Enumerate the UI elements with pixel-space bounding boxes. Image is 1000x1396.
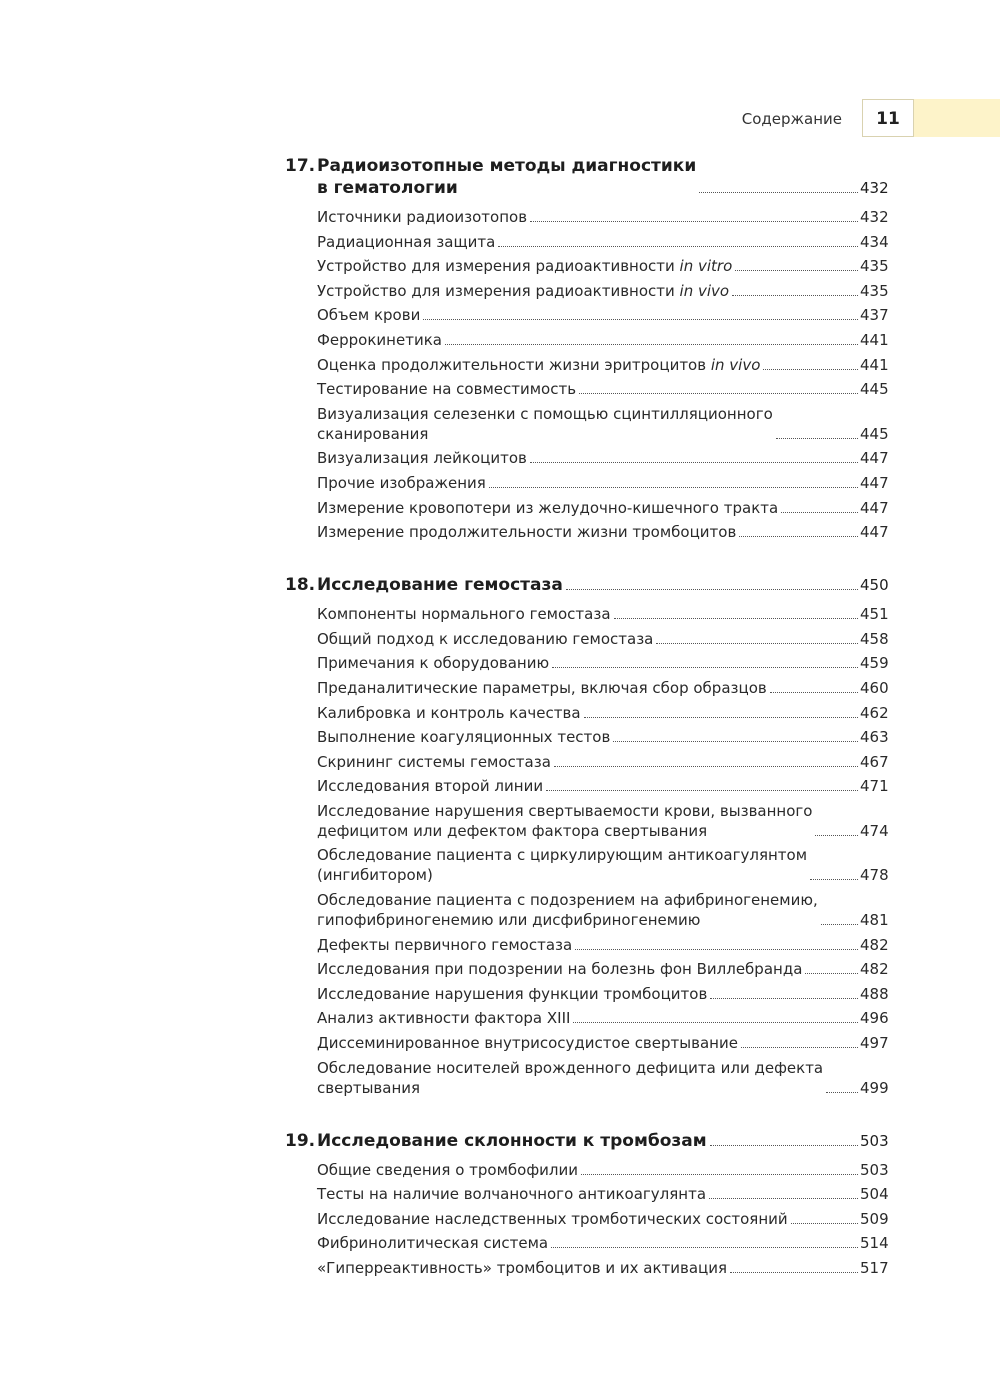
chapter-number: 19. [285,1130,316,1151]
entry-title: Устройство для измерения радиоактивности in vitro [317,257,733,276]
toc-entry [317,379,888,399]
chapter-page: 432 [860,179,889,197]
entry-page: 441 [860,330,889,349]
entry-list [285,1160,888,1278]
entry-page: 445 [860,424,889,443]
dot-leader [614,618,858,619]
dot-leader [613,741,858,742]
entry-page: 488 [860,984,889,1003]
toc-entry [317,727,888,747]
dot-leader [732,295,858,296]
toc-entry [317,1233,888,1253]
header-accent-band [914,99,1000,137]
entry-page: 447 [860,523,889,542]
toc-entry [317,1160,888,1180]
chapter-page: 503 [860,1131,889,1150]
entry-list [285,604,888,1098]
table-of-contents [285,155,888,1278]
entry-title: Калибровка и контроль качества [317,703,581,722]
dot-leader [445,344,858,345]
dot-leader [584,717,858,718]
toc-entry [317,984,888,1004]
dot-leader [826,1092,858,1093]
entry-list [285,207,888,542]
toc-entry [317,473,888,493]
toc-entry [317,703,888,723]
entry-title: Диссеминированное внутрисосудистое свертывание [317,1034,738,1053]
entry-title: Исследование нарушения свертываемости крови, вызванного дефицитом или дефектом фактора свертывания [317,801,813,840]
dot-leader [579,393,858,394]
toc-entry [317,845,888,885]
entry-title: Исследование наследственных тромботических состояний [317,1209,788,1228]
toc-entry [317,653,888,673]
toc-entry [317,448,888,468]
entry-title: Визуализация селезенки с помощью сцинтилляционного сканирования [317,404,773,443]
entry-title: Обследование носителей врожденного дефицита или дефекта свертывания [317,1058,824,1097]
entry-page: 471 [860,777,889,796]
entry-page: 478 [860,866,889,885]
entry-title: Визуализация лейкоцитов [317,449,527,468]
chapter-heading [285,155,888,199]
dot-leader [554,766,858,767]
dot-leader [552,667,858,668]
toc-entry [317,330,888,350]
entry-title: Фибринолитическая система [317,1234,549,1253]
dot-leader [581,1174,858,1175]
entry-title: Скрининг системы гемостаза [317,752,551,771]
dot-leader [821,924,858,925]
entry-title-italic: in vivo [679,281,730,300]
entry-title: Преданалитические параметры, включая сбор образцов [317,678,767,697]
entry-page: 496 [860,1009,889,1028]
toc-entry [317,256,888,276]
entry-page: 447 [860,498,889,517]
toc-entry [317,629,888,649]
entry-page: 435 [860,281,889,300]
entry-page: 499 [860,1078,889,1097]
toc-entry [317,281,888,301]
entry-page: 514 [860,1234,889,1253]
toc-entry [317,305,888,325]
entry-page: 434 [860,232,889,251]
toc-entry [317,1008,888,1028]
entry-page: 497 [860,1034,889,1053]
entry-title: Тесты на наличие волчаночного антикоагулянта [317,1185,707,1204]
chapter-heading [285,1130,888,1152]
entry-page: 517 [860,1259,889,1277]
toc-entry [317,1184,888,1204]
dot-leader [551,1247,858,1248]
entry-title: Компоненты нормального гемостаза [317,605,611,624]
entry-page: 481 [860,911,889,930]
toc-entry [317,232,888,252]
entry-title: Измерение кровопотери из желудочно-кишечного тракта [317,498,779,517]
toc-entry [317,498,888,518]
toc-entry [317,1033,888,1053]
toc-entry [317,959,888,979]
dot-leader [810,879,858,880]
dot-leader [566,589,858,590]
toc-chapter [285,1130,888,1278]
entry-page: 503 [860,1160,889,1179]
entry-title: Прочие изображения [317,473,486,492]
entry-title: Источники радиоизотопов [317,208,528,226]
entry-title: Оценка продолжительности жизни эритроцитов in vivo [317,355,761,374]
dot-leader [805,973,858,974]
entry-title: Обследование пациента с подозрением на афибриногенемию, гипофибриногенемию или дисфибриногенемию [317,891,818,930]
entry-page: 509 [860,1209,889,1228]
dot-leader [530,462,858,463]
entry-title: Феррокинетика [317,330,442,349]
entry-page: 441 [860,355,889,374]
dot-leader [815,835,858,836]
entry-title: Радиационная защита [317,232,496,251]
entry-page: 482 [860,935,889,954]
entry-title: Выполнение коагуляционных тестов [317,728,611,747]
dot-leader [770,692,858,693]
header-title: Содержание [741,110,842,128]
chapter-title: Исследование склонности к тромбозам [317,1130,707,1151]
entry-page: 474 [860,821,889,840]
dot-leader [575,949,858,950]
entry-title: Исследования при подозрении на болезнь фон Виллебранда [317,960,803,979]
entry-page: 482 [860,960,889,979]
dot-leader [489,487,858,488]
entry-page: 447 [860,473,889,492]
chapter-title: Радиоизотопные методы диагностики в гематологии [317,156,697,198]
entry-page: 435 [860,257,889,276]
entry-title: Дефекты первичного гемостаза [317,935,573,954]
entry-page: 451 [860,605,889,624]
entry-title: «Гиперреактивность» тромбоцитов и их активация [317,1259,728,1277]
header-page-number: 11 [862,99,914,137]
toc-entry [317,404,888,444]
entry-title: Общие сведения о тромбофилии [317,1160,578,1179]
dot-leader [735,270,858,271]
chapter-title: Исследование гемостаза [317,575,563,596]
entry-page: 463 [860,728,889,747]
toc-entry [317,752,888,772]
toc-entry [317,207,888,227]
dot-leader [730,1272,858,1273]
entry-page: 459 [860,654,889,673]
toc-entry [317,890,888,930]
entry-page: 504 [860,1185,889,1204]
entry-title: Измерение продолжительности жизни тромбоцитов [317,523,737,542]
dot-leader [776,438,858,439]
dot-leader [423,319,858,320]
entry-page: 467 [860,752,889,771]
dot-leader [791,1223,858,1224]
toc-chapter [285,574,888,1098]
entry-title-italic: in vitro [679,257,733,276]
entry-title: Анализ активности фактора XIII [317,1009,571,1028]
toc-entry [317,522,888,542]
entry-page: 462 [860,703,889,722]
dot-leader [739,536,858,537]
dot-leader [530,221,858,222]
toc-entry [317,801,888,841]
toc-entry [317,355,888,375]
dot-leader [546,790,858,791]
toc-entry [317,1058,888,1098]
chapter-number: 18. [285,575,316,596]
dot-leader [498,246,858,247]
chapter-page: 450 [860,576,889,595]
toc-entry [317,678,888,698]
dot-leader [763,369,858,370]
toc-entry [317,604,888,624]
entry-page: 432 [860,208,889,226]
dot-leader [573,1022,858,1023]
dot-leader [699,192,858,193]
entry-title: Исследование нарушения функции тромбоцитов [317,984,708,1003]
entry-page: 445 [860,380,889,399]
entry-title: Тестирование на совместимость [317,380,577,399]
dot-leader [709,1198,858,1199]
toc-entry [317,1209,888,1229]
entry-title: Общий подход к исследованию гемостаза [317,629,654,648]
chapter-number: 17. [285,156,316,176]
entry-title: Примечания к оборудованию [317,654,550,673]
toc-entry [317,935,888,955]
entry-title: Устройство для измерения радиоактивности in vivo [317,281,730,300]
entry-title: Обследование пациента с циркулирующим антикоагулянтом (ингибитором) [317,846,808,885]
dot-leader [741,1047,858,1048]
entry-page: 460 [860,678,889,697]
chapter-heading [285,574,888,596]
dot-leader [710,998,858,999]
dot-leader [710,1145,858,1146]
toc-chapter [285,155,888,542]
entry-title: Исследования второй линии [317,777,544,796]
toc-entry [317,1258,888,1278]
entry-title-italic: in vivo [710,355,761,374]
toc-entry [317,776,888,796]
dot-leader [781,512,858,513]
entry-page: 447 [860,449,889,468]
entry-page: 458 [860,629,889,648]
entry-title: Объем крови [317,306,421,325]
dot-leader [656,643,858,644]
entry-page: 437 [860,306,889,325]
